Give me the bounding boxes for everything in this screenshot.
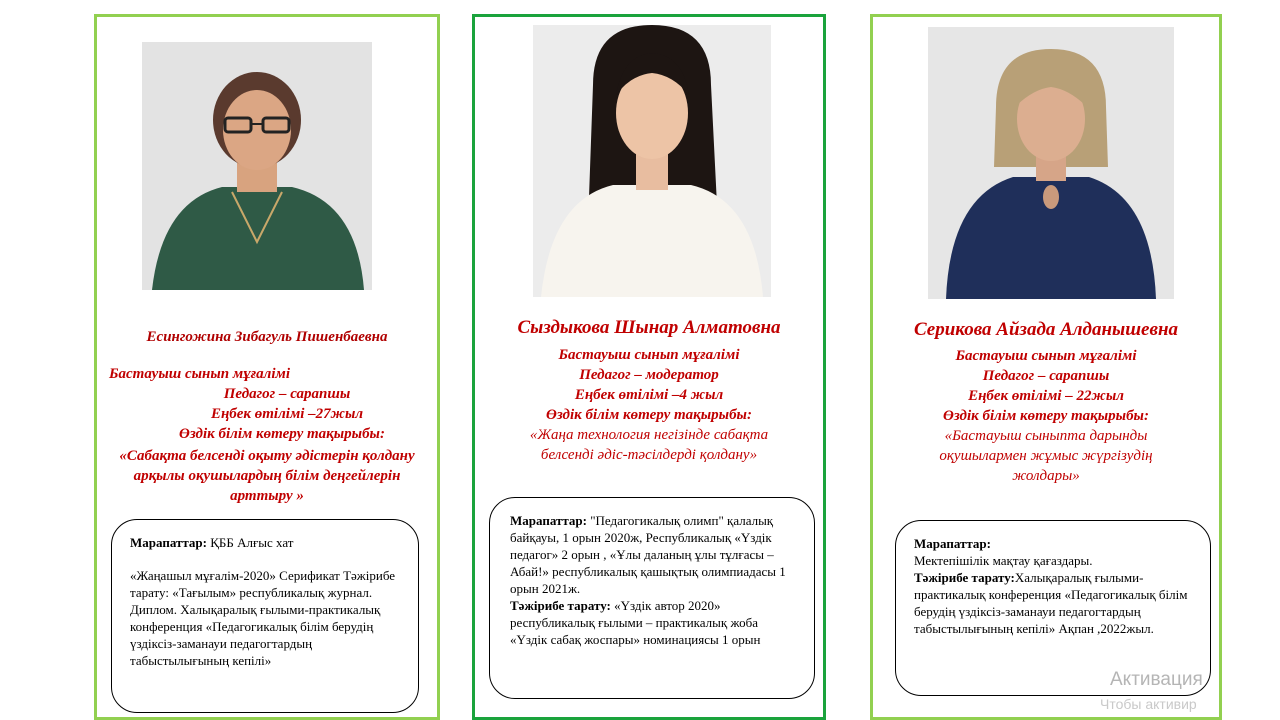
topic-heading-2: Өздік білім көтеру тақырыбы: xyxy=(546,407,752,423)
awards-rest-1: «Жаңашыл мұғалім-2020» Серификат Тәжірибе тарату: «Тағылым» республикалық журнал. Диплом. Халықаралық ғылыми-практикалық конференция «Педагогикалық білім берудің үздіксіз-заманауи педагогтардың табыстылығының кепілі» xyxy=(130,568,396,668)
teacher-name-3: Серикова Айзада Алданышевна xyxy=(913,319,1179,340)
teacher-photo-2 xyxy=(533,25,771,297)
activation-watermark: Активация xyxy=(1110,669,1203,690)
teacher-name-1: Есингожина Зибагуль Пишенбаевна xyxy=(146,329,388,345)
awards-first-1: Марапаттар: ҚББ Алғыс хат xyxy=(130,535,294,550)
category-1: Педагог – сарапшы xyxy=(223,386,351,402)
teacher-info-3 xyxy=(873,346,1219,486)
position-3: Бастауыш сынып мұғалімі xyxy=(955,348,1137,364)
position-1: Бастауыш сынып мұғалімі xyxy=(109,366,290,382)
topic-3: «Бастауыш сыныпта дарынды оқушылармен жұмыс жүргізудің жолдары» xyxy=(939,428,1153,484)
experience-3: Еңбек өтілімі – 22жыл xyxy=(968,388,1124,404)
teacher-info-2 xyxy=(475,345,823,465)
awards-rest-3: Тәжірибе тарату:Халықаралық ғылыми-практикалық конференция «Педагогикалық білім берудің үздіксіз-заманауи педагогтардың табыстылығының кепілі» Ақпан ,2022жыл. xyxy=(914,570,1188,636)
teacher-name-2: Сыздыкова Шынар Алматовна xyxy=(517,317,781,338)
teacher-info-1 xyxy=(97,364,437,506)
awards-label-2: Марапаттар: xyxy=(510,513,587,528)
awards-rest-2: Тәжірибе тарату: «Үздік автор 2020» республикалық ғылыми – практикалық жоба «Үздік сабақ жоспары» номинациясы 1 орын xyxy=(510,598,761,647)
experience-2: Еңбек өтілімі –4 жыл xyxy=(574,387,724,403)
teacher-photo-3 xyxy=(928,27,1174,299)
awards-label-3: Марапаттар: xyxy=(914,536,991,551)
awards-label-1: Марапаттар: xyxy=(130,535,207,550)
position-2: Бастауыш сынып мұғалімі xyxy=(558,347,740,363)
teacher-card-3 xyxy=(870,14,1222,720)
awards-box-1 xyxy=(111,519,419,713)
topic-heading-3: Өздік білім көтеру тақырыбы: xyxy=(943,408,1149,424)
topic-1: «Сабақта белсенді оқыту әдістерін қолдану арқылы оқушылардың білім деңгейлерін арттыру » xyxy=(119,448,415,504)
activation-watermark-subtext: Чтобы активир xyxy=(1100,696,1197,712)
topic-2: «Жаңа технология негізінде сабақта белсенді әдіс-тәсілдерді қолдану» xyxy=(529,427,769,463)
category-2: Педагог – модератор xyxy=(579,367,719,383)
awards-first-2: Марапаттар: "Педагогикалық олимп" қалалық байқауы, 1 орын 2020ж, Республикалық «Үздік педагог» 2 орын , «Ұлы даланың ұлы тұлғасы – Абай!» республикалық қашықтық олимпиадасы 1 орын 2021ж. xyxy=(510,513,786,596)
category-3: Педагог – сарапшы xyxy=(982,368,1110,384)
topic-heading-1: Өздік білім көтеру тақырыбы: xyxy=(179,426,385,442)
experience-1: Еңбек өтілімі –27жыл xyxy=(210,406,364,422)
teacher-card-1 xyxy=(94,14,440,720)
teacher-photo-1 xyxy=(142,42,372,290)
awards-box-2 xyxy=(489,497,815,699)
teacher-card-2 xyxy=(472,14,826,720)
awards-first-3: Мектепішілік мақтау қағаздары. xyxy=(914,553,1093,568)
